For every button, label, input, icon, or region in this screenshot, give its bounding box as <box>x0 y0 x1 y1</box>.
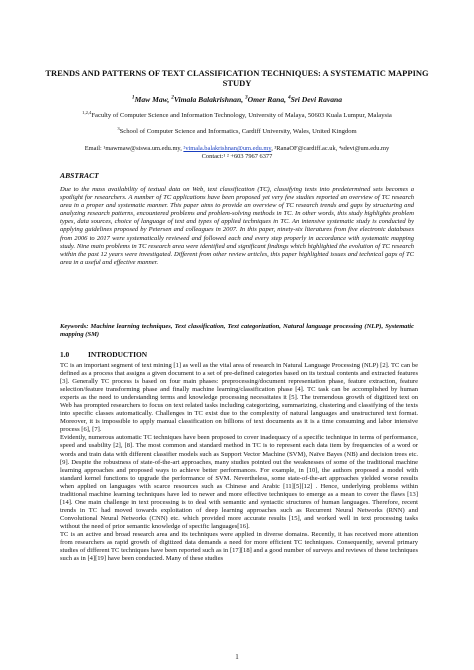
paragraph: Evidently, numerous automatic TC techniques have been proposed to cover inadequacy of a specific technique in terms of performance, speed and usability [2], [8]. The most common and standard method in TC is to represent each data item by frequencies of a word or words and train data with different classifier models such as Support Vector Machine (SVM), Naïve Bayes (NB) and decision trees etc. [9]. Despite the robustness of state-of-the-art approaches, many studies pointed out the weaknesses of some of the traditional machine learning approaches and proposed ways to achieve better performances. For example, in [10], the authors proposed a model with standard kernel functions to upgrade the performance of SVM. Nevertheless, some state-of-the-art approaches yielded worse results when applied on languages with scarce resources such as Chinese and Arabic [11][5][12] . Hence, underlying problems within traditional machine learning techniques have led to newer and more effective techniques to emerge as a mean to cover the flaws [13][14]. One main challenge in text processing is to deal with semantic and syntactic structures of human languages. Therefore, recent trends in TC had moved towards exploitation of deep learning approaches such as Recurrent Neural Networks (RNN) and Convolutional Neural Networks (CNN) etc. which provided more accurate results [15], and worked well in text processing tasks without the need of prior semantic knowledge of specific languages[16]. <box>60 434 418 530</box>
section-number: 1.0 <box>60 350 70 359</box>
email-3: , ³RanaOF@cardiff.ac.uk, ⁴sdevi@um.edu.my <box>271 145 390 152</box>
affiliation-1 <box>40 109 434 120</box>
abstract-text: Due to the mass availability of textual data on Web, text classification (TC), classifying texts into predetermined sets becomes a spotlight for researchers. A number of TC applications have been proposed yet very few studies reported an overview of TC research area in a proper and systematic manner. This paper aims to provide an overview of TC research trends and gaps by structuring and analyzing research patterns, encountered problems and problem-solving methods in TC. In other words, this study highlights problem types, data sources, choice of language of text and types of applied techniques in TC. An intensive systematic study is conducted by applying guidelines proposed by Petersen and colleagues in 2007. In this paper, ninety-six literatures from five electronic databases from 2006 to 2017 were systematically reviewed and followed each and every step properly in accordance with systematic mapping study. Nine main problems in TC research area were identified and significant findings which highlighted the evolution of TC research within the past 12 years were investigated. Different from other review articles, this paper highlighted issues and technical gaps of TC area in a useful and effective manner. <box>60 186 414 266</box>
contact-line: Contact:¹ ² +603 7967 6377 <box>201 153 273 160</box>
affiliation-2 <box>40 125 434 136</box>
keywords: Keywords: Machine learning techniques, Text classification, Text categorization, Natural language processing (NLP), Systematic mapping (SM) <box>60 323 414 339</box>
author-1-sup: 1 <box>131 94 135 101</box>
affiliation-2-sup: 3 <box>117 125 120 131</box>
email-1: ¹mawmaw@siswa.um.edu.my, <box>103 145 184 152</box>
email-block <box>40 145 434 161</box>
email-label: Email: <box>84 145 104 152</box>
author-3-name: Omer Rana, <box>247 95 288 104</box>
paragraph: TC is an important segment of text mining [1] as well as the vital area of research in Natural Language Processing (NLP) [2]. TC can be defined as a process that assigns a given document to a set of pre-defined categories based on its textual contents and extracted features [3]. Generally TC process is based on four main phases: preprocessing/document representation phase, feature extraction, feature selection/feature transforming phase and finally machine learning/classification phase [4]. TC task can be accomplished by human experts as the need to understanding terms and knowledge processing necessitates it [5]. The tremendous growth of digitized text on Web has prompted researchers to focus on text related tasks including categorizing, summarizing, clustering and classifying of the texts into specific classes automatically. Challenges in TC exist due to the complexity of natural languages and unstructured text format. Moreover, it is impossible to apply manual classification on billions of text documents as it is a time consuming and labor intensive process [6], [7]. <box>60 362 418 434</box>
author-1-name: Maw Maw, <box>134 95 172 104</box>
author-2-sup: 2 <box>171 94 174 101</box>
affiliation-2-text: School of Computer Science and Informatics, Cardiff University, Wales, United Kingdom <box>119 128 357 135</box>
section-heading <box>60 350 147 359</box>
author-3-sup: 3 <box>245 94 248 101</box>
author-4-sup: 4 <box>287 94 291 101</box>
author-list <box>40 95 434 104</box>
page-number: 1 <box>235 653 239 661</box>
author-4-name: Sri Devi Ravana <box>290 95 343 104</box>
affiliation-1-sup: 1,2,4 <box>82 109 92 115</box>
paragraph: TC is an active and broad research area and its techniques were applied in diverse domains. Recently, it has received more attention from researchers as rapid growth of digitized data demands a need for more efficient TC techniques. Consequently, several primary studies of different TC techniques have been reported such as in [17][18] and a good number of surveys and reviews of these techniques such as in [4][19] have been conducted. Many of these studies <box>60 530 418 563</box>
abstract-heading: ABSTRACT <box>60 171 99 180</box>
affiliation-1-text: Faculty of Computer Science and Information Technology, University of Malaya, 50603 Kuala Lumpur, Malaysia <box>91 112 392 119</box>
section-title: INTRODUCTION <box>88 350 148 359</box>
paper-title: TRENDS AND PATTERNS OF TEXT CLASSIFICATION TECHNIQUES: A SYSTEMATIC MAPPING STUDY <box>45 68 429 88</box>
email-2-link[interactable]: ²vimala.balakrishnan@um.edu.my <box>183 145 272 152</box>
author-2-name: Vimala Balakrishnan, <box>173 95 245 104</box>
body-text <box>60 362 418 563</box>
